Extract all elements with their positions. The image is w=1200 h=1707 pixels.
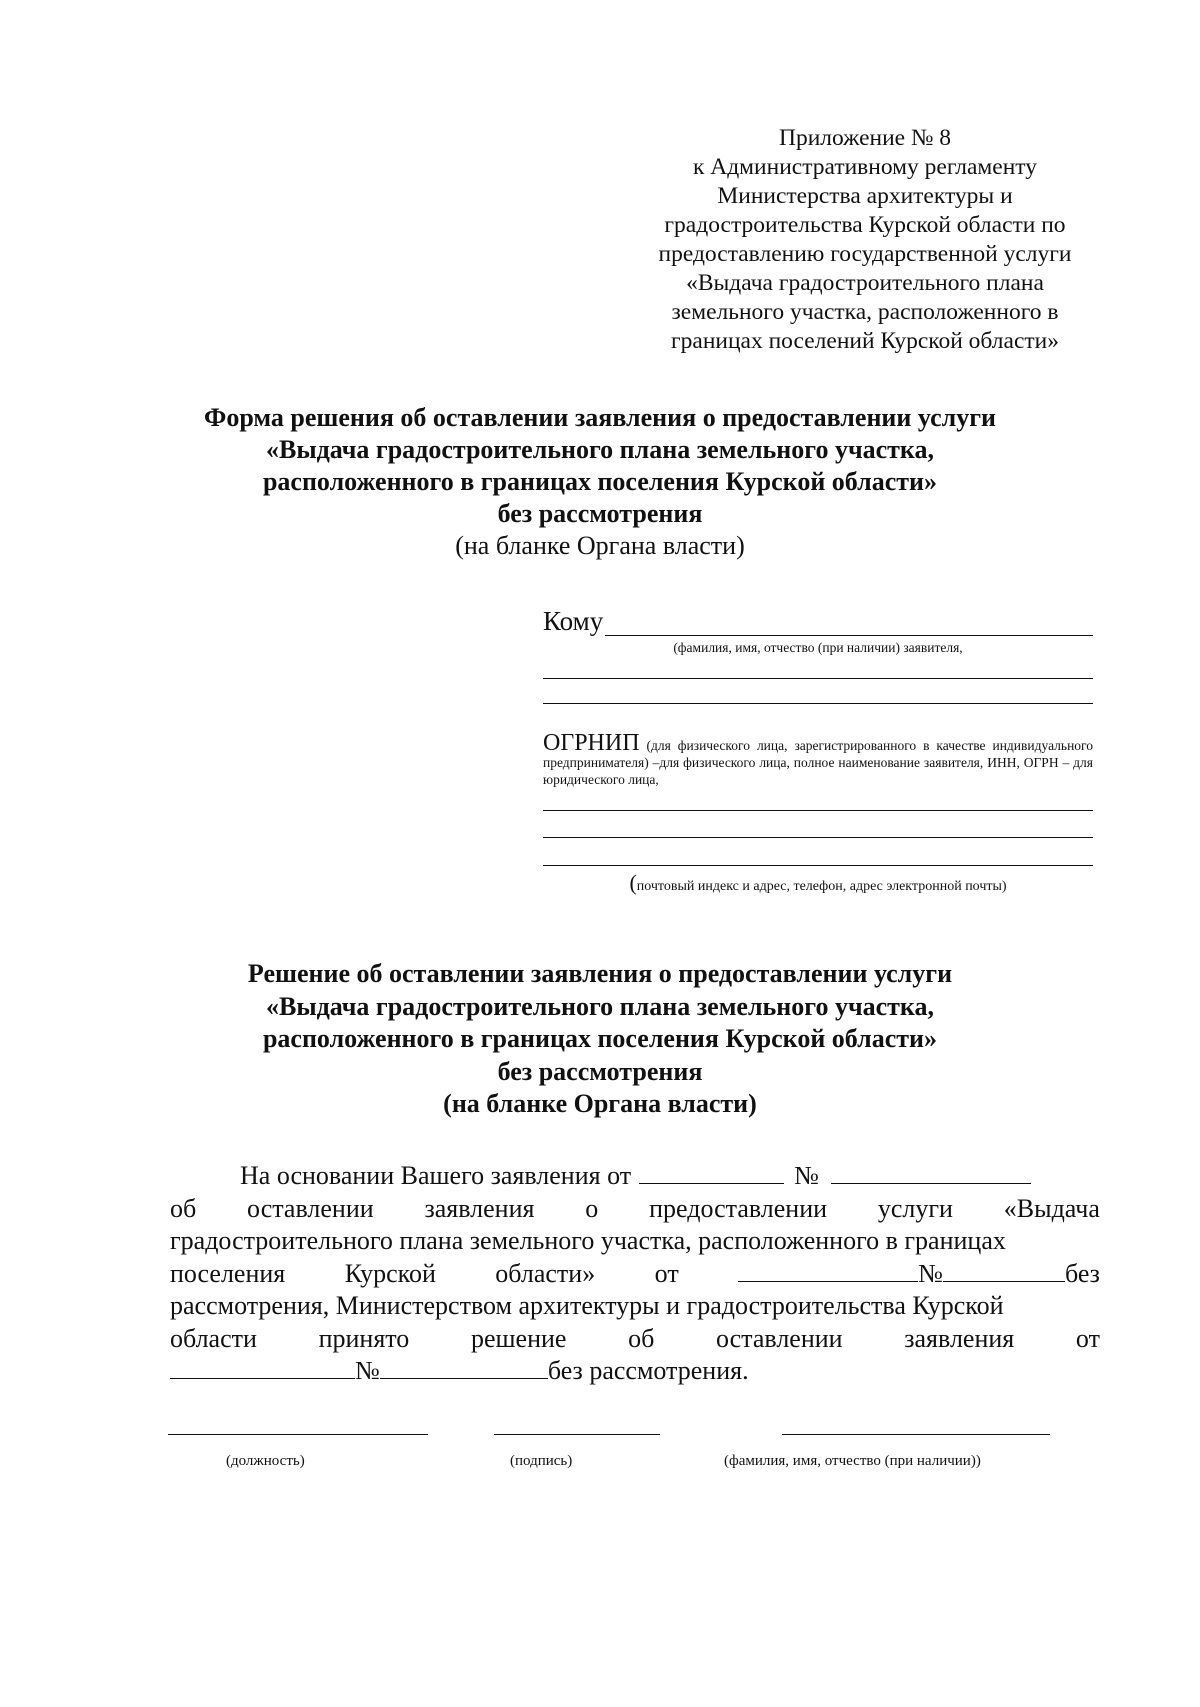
number-sign: № bbox=[918, 1258, 943, 1288]
decision-date-field[interactable] bbox=[170, 1356, 355, 1379]
postal-caption-row bbox=[543, 870, 1093, 896]
signature-line[interactable] bbox=[494, 1434, 660, 1435]
annex-line: границах поселений Курской области» bbox=[671, 328, 1059, 354]
number-sign: № bbox=[794, 1161, 819, 1190]
decision-title bbox=[120, 958, 1080, 1121]
to-label: Кому bbox=[543, 606, 604, 636]
body-line-7 bbox=[170, 1355, 1100, 1388]
body-word: об bbox=[628, 1323, 655, 1353]
body-word: «Выдача bbox=[1003, 1193, 1100, 1223]
decision-title-line: расположенного в границах поселения Курской области» bbox=[262, 1024, 938, 1053]
form-title-line: расположенного в границах поселения Курской области» bbox=[262, 467, 938, 496]
registration-date-field[interactable] bbox=[738, 1259, 918, 1282]
full-name-line[interactable] bbox=[782, 1434, 1050, 1435]
decision-title-line: Решение об оставлении заявления о предоставлении услуги bbox=[247, 959, 953, 988]
number-sign: № bbox=[355, 1356, 380, 1385]
body-word: оставлении bbox=[247, 1193, 374, 1223]
ogrnip-line-3[interactable] bbox=[543, 838, 1093, 866]
body-word: от bbox=[1075, 1323, 1100, 1353]
body-word: без bbox=[1064, 1258, 1100, 1288]
registration-fields bbox=[738, 1258, 1100, 1291]
body-text: На основании Вашего заявления от bbox=[240, 1161, 632, 1190]
postal-caption: почтовый индекс и адрес, телефон, адрес электронной почты) bbox=[636, 879, 1007, 894]
body-line-3 bbox=[170, 1225, 1100, 1258]
to-row bbox=[543, 600, 1093, 636]
annex-line: Министерства архитектуры и bbox=[717, 183, 1013, 209]
applicant-name-field[interactable] bbox=[605, 607, 1093, 636]
decision-number-field[interactable] bbox=[380, 1356, 548, 1379]
postal-paren: ( bbox=[629, 870, 637, 895]
applicant-name-line-2[interactable] bbox=[543, 656, 1093, 679]
ogrnip-caption: (для физического лица, зарегистрированного в качестве индивидуального предпринимателя) –для физического лица, полное наименование заявителя, ИНН, ОГРН – для юридического лица, bbox=[543, 738, 1093, 787]
body-word: об bbox=[170, 1193, 197, 1223]
ogrnip-line-2[interactable] bbox=[543, 811, 1093, 838]
body-line-6 bbox=[170, 1323, 1100, 1356]
annex-line: градостроительства Курской области по bbox=[664, 212, 1066, 238]
ogrnip-line-1[interactable] bbox=[543, 788, 1093, 811]
application-date-field[interactable] bbox=[639, 1161, 784, 1184]
annex-line: «Выдача градостроительного плана bbox=[686, 270, 1044, 296]
decision-body bbox=[170, 1160, 1100, 1388]
body-word: заявления bbox=[904, 1323, 1015, 1353]
form-subtitle: (на бланке Органа власти) bbox=[455, 531, 745, 560]
position-line[interactable] bbox=[168, 1434, 428, 1435]
position-caption: (должность) bbox=[226, 1453, 305, 1469]
body-line-4 bbox=[170, 1258, 1100, 1291]
body-word: решение bbox=[470, 1323, 567, 1353]
decision-title-line: «Выдача градостроительного плана земельного участка, bbox=[265, 991, 934, 1021]
annex-line: земельного участка, расположенного в bbox=[671, 299, 1059, 325]
decision-title-line: без рассмотрения bbox=[497, 1056, 703, 1086]
form-title-line: «Выдача градостроительного плана земельного участка, bbox=[265, 435, 934, 464]
body-word: поселения bbox=[170, 1258, 286, 1288]
signature-caption: (подпись) bbox=[510, 1453, 573, 1469]
body-word: области» bbox=[495, 1258, 596, 1288]
form-title bbox=[120, 402, 1080, 562]
body-word: услуги bbox=[877, 1193, 953, 1223]
recipient-block bbox=[543, 600, 1093, 896]
registration-number-field[interactable] bbox=[943, 1259, 1065, 1282]
application-number-field[interactable] bbox=[831, 1161, 1031, 1184]
body-word: области bbox=[170, 1323, 257, 1353]
body-text: без рассмотрения. bbox=[547, 1356, 749, 1385]
ogrnip-label: ОГРНИП bbox=[543, 730, 640, 756]
body-text: градостроительного плана земельного участка, расположенного в границах bbox=[170, 1226, 1006, 1255]
body-line-1 bbox=[170, 1160, 1100, 1193]
body-word: предоставлении bbox=[649, 1193, 828, 1223]
body-line-2 bbox=[170, 1193, 1100, 1226]
body-word: от bbox=[654, 1258, 679, 1288]
form-title-line: Форма решения об оставлении заявления о предоставлении услуги bbox=[203, 403, 996, 432]
body-word: Курской bbox=[344, 1258, 436, 1288]
body-word: заявления bbox=[424, 1193, 535, 1223]
body-word: оставлении bbox=[715, 1323, 843, 1353]
body-word: принято bbox=[318, 1323, 410, 1353]
applicant-name-line-3[interactable] bbox=[543, 679, 1093, 704]
body-line-5 bbox=[170, 1290, 1100, 1323]
annex-header bbox=[610, 124, 1120, 356]
form-title-line: без рассмотрения bbox=[497, 499, 703, 528]
annex-line: к Административному регламенту bbox=[692, 154, 1038, 180]
ogrnip-block bbox=[543, 732, 1093, 788]
signature-lines bbox=[0, 1434, 1200, 1436]
full-name-caption: (фамилия, имя, отчество (при наличии)) bbox=[724, 1453, 981, 1469]
annex-line: предоставлению государственной услуги bbox=[658, 241, 1072, 267]
name-caption: (фамилия, имя, отчество (при наличии) заявителя, bbox=[673, 640, 963, 655]
body-word: о bbox=[585, 1193, 599, 1223]
body-text: рассмотрения, Министерством архитектуры и градостроительства Курской bbox=[170, 1291, 1004, 1320]
annex-line: Приложение № 8 bbox=[778, 125, 952, 151]
decision-title-line: (на бланке Органа власти) bbox=[443, 1089, 757, 1118]
